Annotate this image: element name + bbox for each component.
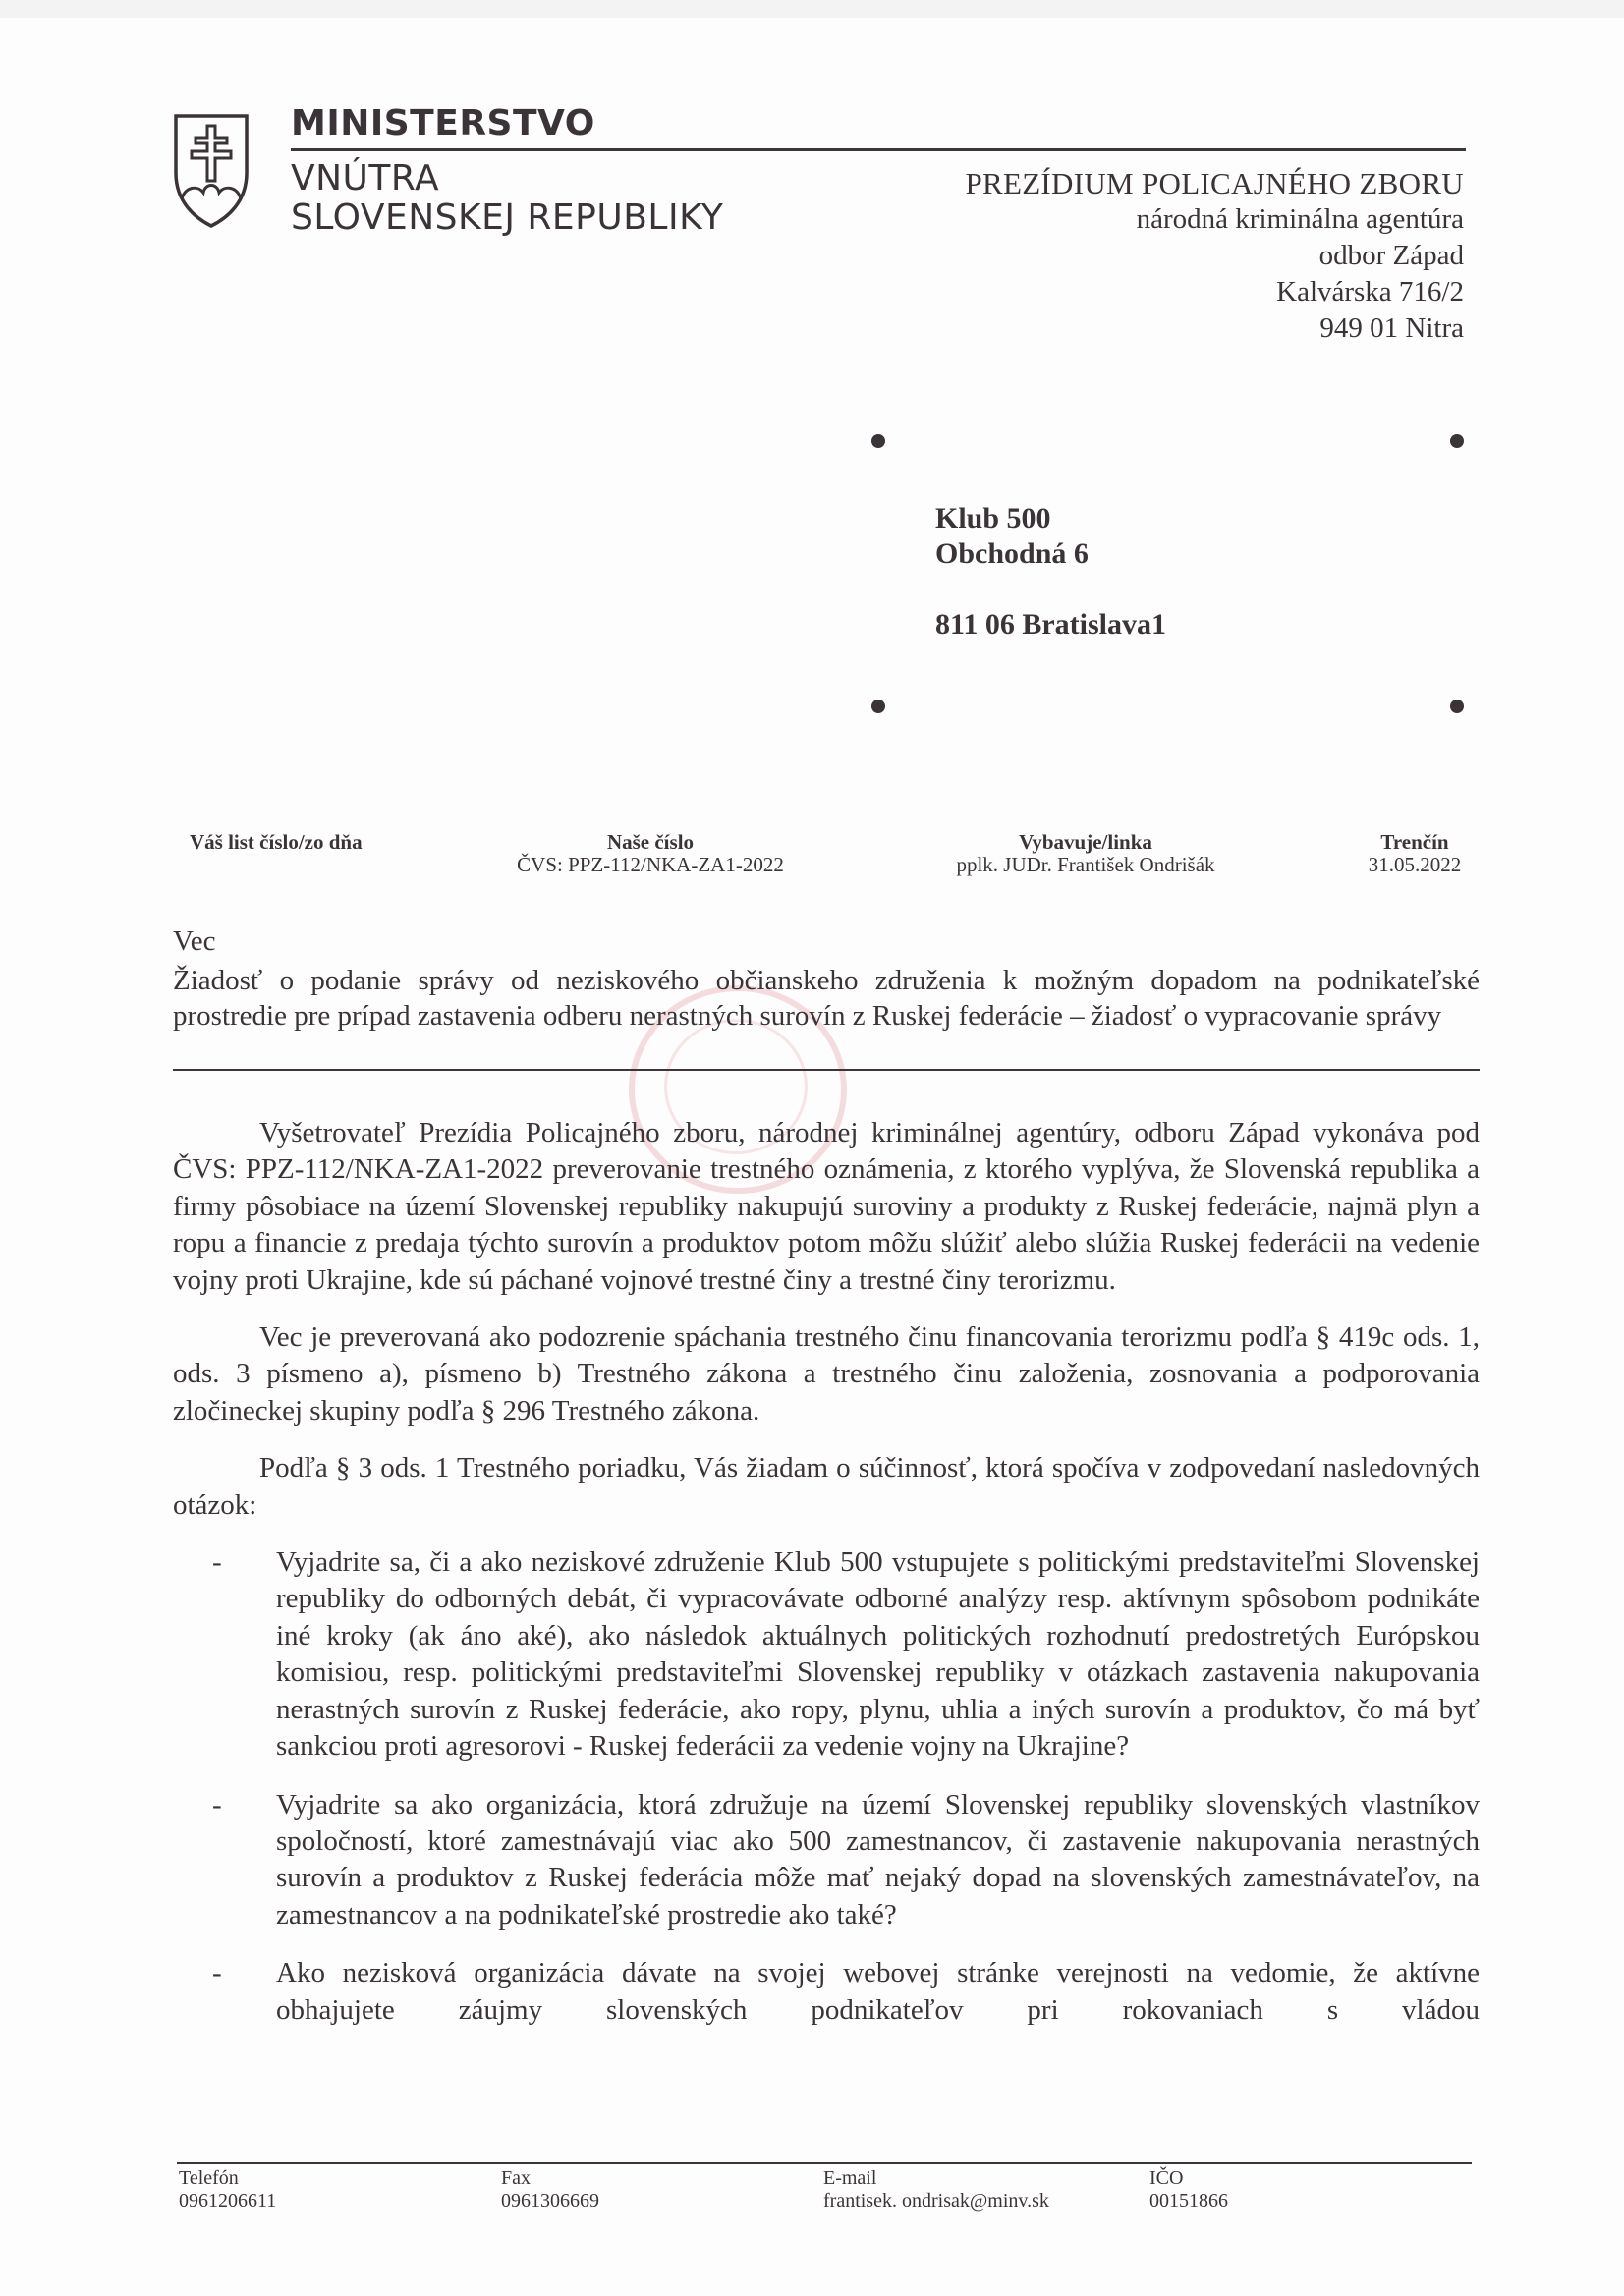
slovak-coat-of-arms-icon [172,112,251,230]
recipient-street: Obchodná 6 [935,537,1089,570]
question-item [173,1955,1480,2029]
phone-value: 0961206611 [179,2190,277,2212]
window-mark-dot [871,700,885,713]
body-paragraph: Vyšetrovateľ Prezídia Policajného zboru, národnej kriminálnej agentúry, odboru Západ vykonáva pod ČVS: PPZ-112/NKA-ZA1-2022 preverovanie trestného oznámenia, z ktorého vyplýva, že Slovenská republika a firmy pôsobiace na území Slovenskej republiky nakupujú suroviny a produkty z Ruskej federácie, najmä plyn a ropu a financie z predaja týchto surovín a produktov potom môžu slúžiť alebo slúžia Ruskej federácii na vedenie vojny proti Ukrajine, kde sú páchané vojnové trestné činy a trestné činy terorizmu. [173,1117,1480,1296]
window-mark-dot [1450,434,1464,448]
email-label: E-mail [823,2167,877,2189]
recipient-name: Klub 500 [935,502,1051,534]
your-letter-label: Váš list číslo/zo dňa [190,830,363,854]
footer-divider [177,2162,1472,2164]
footer-email [823,2167,1049,2212]
sender-line: národná kriminálna agentúra [1136,203,1464,235]
date-value: 31.05.2022 [1368,853,1462,876]
sender-line: 949 01 Nitra [1319,312,1464,344]
dash-bullet: - [212,1546,222,1579]
window-mark-dot [1450,700,1464,713]
subject-text: Žiadosť o podanie správy od neziskového občianskeho združenia k možným dopadom na podnikateľské prostredie pre prípad zastavenia odberu nerastných surovín z Ruskej federácie – žiadosť o vypracovanie správy [173,965,1480,1032]
question-list [173,1544,1480,2029]
footer-fax [501,2167,599,2212]
recipient-address [935,501,1166,643]
question-item [173,1544,1480,1764]
letter-body [173,1115,1480,2029]
subject-divider [173,1069,1480,1071]
fax-label: Fax [501,2167,531,2189]
email-value: frantisek. ondrisak@minv.sk [823,2190,1049,2212]
phone-label: Telefón [179,2167,239,2189]
subject-block [173,924,1480,1034]
handled-by-label: Vybavuje/linka [1019,830,1152,854]
sender-line: Kalvárska 716/2 [1276,276,1464,308]
our-number-field [483,831,817,876]
body-paragraph: Vec je preverovaná ako podozrenie spáchania trestného činu financovania terorizmu podľa § 419c ods. 1, ods. 3 písmeno a), písmeno b) Trestného zákona a trestného činu založenia, zosnovania a podporovania zločineckej skupiny podľa § 296 Trestného zákona. [173,1321,1480,1427]
footer-ico [1149,2167,1228,2212]
ministry-line-1: MINISTERSTVO [291,103,595,143]
question-text: Vyjadrite sa, či a ako neziskové združenie Klub 500 vstupujete s politickými predstaviteľmi Slovenskej republiky do odborných debát, či vypracovávate odborné analýzy resp. aktívnym spôsobom podnikáte iné kroky (ak áno aké), ako následok aktuálnych politických rozhodnutí predostretých Európskou komisiou, resp. politickými predstaviteľmi Slovenskej republiky v otázkach zastavenia nakupovania nerastných surovín z Ruskej federácie, ako ropy, plynu, uhlia a iných surovín a produktov, čo má byť sankciou proti agresorovi - Ruskej federácii za vedenie vojny na Ukrajine? [276,1546,1480,1763]
dash-bullet: - [212,1788,222,1820]
subject-label: Vec [173,925,216,957]
handled-by-value: pplk. JUDr. František Ondrišák [956,853,1215,876]
question-text: Ako nezisková organizácia dávate na svojej webovej stránke verejnosti na vedomie, že aktívne obhajujete záujmy slovenských podnikateľov pri rokovaniach s vládou [276,1957,1480,2026]
our-number-value: ČVS: PPZ-112/NKA-ZA1-2022 [517,853,784,876]
letter-page [0,18,1624,2296]
sender-line: odbor Západ [1318,240,1464,271]
question-item [173,1787,1480,1934]
question-text: Vyjadrite sa ako organizácia, ktorá združuje na území Slovenskej republiky slovenských vlastníkov spoločností, ktoré zamestnávajú viac ako 500 zamestnancov, či zastavenie nakupovania nerastných surovín a produktov z Ruskej federácia môže mať nejaký dopad na slovenských zamestnávateľov, na zamestnancov a na podnikateľské prostredie ako také? [276,1788,1480,1931]
header-divider [291,148,1466,151]
handled-by-field [904,831,1267,876]
ministry-line-2: VNÚTRA [291,158,440,198]
recipient-city: 811 06 Bratislava1 [935,608,1167,641]
ico-value: 00151866 [1149,2190,1228,2212]
footer-phone [179,2167,276,2212]
body-paragraph: Podľa § 3 ods. 1 Trestného poriadku, Vás žiadam o súčinnosť, ktorá spočíva v zodpovedaní nasledovných otázok: [173,1452,1480,1521]
sender-title: PREZÍDIUM POLICAJNÉHO ZBORU [965,166,1464,200]
place-date-field [1346,831,1484,876]
sender-address [965,165,1464,347]
fax-value: 0961306669 [501,2190,599,2212]
window-mark-dot [871,434,885,448]
place-label: Trenčín [1380,830,1449,854]
ministry-line-3: SLOVENSKEJ REPUBLIKY [291,197,724,238]
your-letter-field [190,831,363,854]
dash-bullet: - [212,1957,222,1989]
ico-label: IČO [1149,2167,1184,2189]
our-number-label: Naše číslo [606,830,695,854]
ministry-logotype [291,104,723,238]
